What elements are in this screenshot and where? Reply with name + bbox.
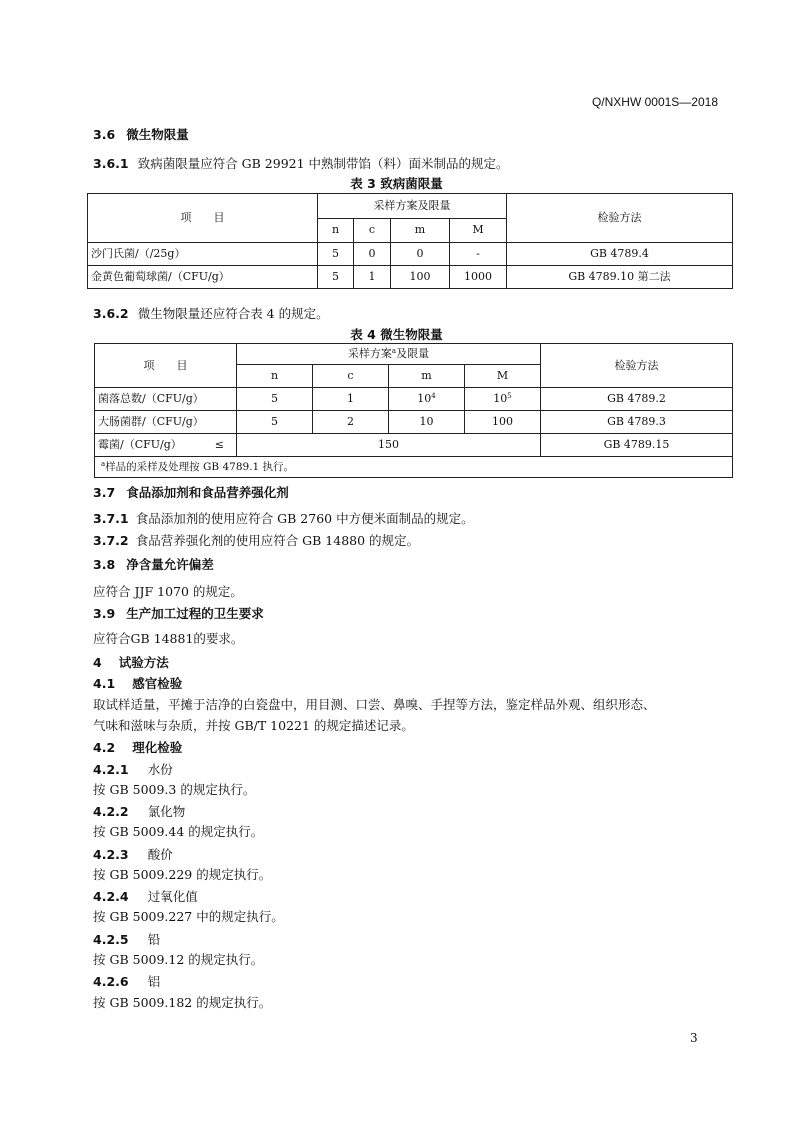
table-cell-n: 5 <box>237 388 313 411</box>
power-base: 10 <box>417 392 432 405</box>
table-cell-item: 菌落总数/（CFU/g） <box>95 388 237 411</box>
clause-4-2-2-text: 按 GB 5009.44 的规定执行。 <box>93 824 264 839</box>
clause-number: 4.2.5 <box>93 932 129 947</box>
clause-title: 铝 <box>147 974 161 989</box>
section-4-1-heading <box>93 673 182 692</box>
table-cell-method: GB 4789.4 <box>507 243 733 266</box>
table-cell-M: 100 <box>465 411 541 434</box>
clause-4-2-3-heading <box>93 844 173 863</box>
table-cell-n: 5 <box>318 266 354 289</box>
table-header-method: 检验方法 <box>507 194 733 243</box>
table-row <box>95 411 733 434</box>
table-footnote <box>95 457 733 478</box>
table-cell-c: 2 <box>313 411 389 434</box>
table-row <box>95 388 733 411</box>
table-header-m: m <box>389 365 465 388</box>
clause-4-2-1-heading <box>93 759 173 778</box>
clause-number: 3.6.1 <box>93 156 129 171</box>
table-header-method: 检验方法 <box>541 344 733 388</box>
section-title: 微生物限量 <box>126 127 189 142</box>
footnote-text: 样品的采样及处理按 GB 4789.1 执行。 <box>105 461 295 473</box>
section-number: 3.9 <box>93 606 116 621</box>
table-footnote-row <box>95 457 733 478</box>
clause-number: 4.2.1 <box>93 762 129 777</box>
table-4-microbial-limits <box>94 343 733 478</box>
table-header-m: m <box>391 218 450 243</box>
header-text: 采样方案 <box>347 347 392 360</box>
table-cell-method: GB 4789.10 第二法 <box>507 266 733 289</box>
clause-3-7-2 <box>93 530 419 549</box>
section-title: 理化检验 <box>132 740 183 755</box>
clause-title: 过氧化值 <box>147 889 198 904</box>
clause-4-2-4-text: 按 GB 5009.227 中的规定执行。 <box>93 909 284 924</box>
clause-4-2-6-text: 按 GB 5009.182 的规定执行。 <box>93 995 272 1010</box>
footnote-marker: a <box>101 460 106 468</box>
table-cell-M: 1000 <box>450 266 507 289</box>
table-row <box>88 266 733 289</box>
section-title: 试验方法 <box>118 655 169 670</box>
table-header-sampling-plan <box>237 344 541 365</box>
clause-4-2-6-heading <box>93 971 160 990</box>
document-code-header: Q/NXHW 0001S—2018 <box>591 95 718 109</box>
section-title: 净含量允许偏差 <box>126 557 214 572</box>
table-cell-m <box>389 388 465 411</box>
clause-4-2-4-heading <box>93 886 198 905</box>
table-cell-c: 1 <box>313 388 389 411</box>
table-header-M: M <box>450 218 507 243</box>
clause-number: 4.2.3 <box>93 847 129 862</box>
clause-text: 食品营养强化剂的使用应符合 GB 14880 的规定。 <box>135 533 420 548</box>
table-3-caption: 表 3 致病菌限量 <box>350 176 443 191</box>
table-cell-m: 0 <box>391 243 450 266</box>
section-number: 3.7 <box>93 485 116 500</box>
footnote-marker: a <box>391 347 397 355</box>
clause-text: 微生物限量还应符合表 4 的规定。 <box>137 306 329 321</box>
table-cell-m: 100 <box>391 266 450 289</box>
section-3-8-text: 应符合 JJF 1070 的规定。 <box>93 584 243 599</box>
item-label: 霉菌/（CFU/g） <box>98 438 182 451</box>
table-3-pathogen-limits <box>87 193 733 289</box>
table-cell-n: 5 <box>318 243 354 266</box>
clause-number: 3.6.2 <box>93 306 129 321</box>
section-number: 4 <box>93 655 102 670</box>
table-cell-c: 0 <box>354 243 391 266</box>
table-row <box>95 434 733 457</box>
clause-4-2-3-text: 按 GB 5009.229 的规定执行。 <box>93 867 272 882</box>
section-title: 生产加工过程的卫生要求 <box>126 606 264 621</box>
page-number: 3 <box>690 1031 698 1045</box>
section-3-7-heading <box>93 482 289 501</box>
section-3-9-text: 应符合GB 14881的要求。 <box>93 631 244 646</box>
clause-4-2-1-text: 按 GB 5009.3 的规定执行。 <box>93 782 256 797</box>
section-3-8-heading <box>93 554 214 573</box>
table-cell-method: GB 4789.2 <box>541 388 733 411</box>
table-cell-M <box>465 388 541 411</box>
clause-title: 酸价 <box>147 847 173 862</box>
section-number: 4.1 <box>93 676 116 691</box>
section-number: 4.2 <box>93 740 116 755</box>
table-cell-item: 金黄色葡萄球菌/（CFU/g） <box>88 266 318 289</box>
table-cell-method: GB 4789.3 <box>541 411 733 434</box>
clause-number: 3.7.1 <box>93 511 129 526</box>
table-header-n: n <box>237 365 313 388</box>
table-cell-n: 5 <box>237 411 313 434</box>
section-4-heading <box>93 652 169 671</box>
power-exponent: 5 <box>507 392 512 400</box>
clause-number: 4.2.6 <box>93 974 129 989</box>
clause-number: 4.2.2 <box>93 804 129 819</box>
clause-4-2-5-text: 按 GB 5009.12 的规定执行。 <box>93 952 264 967</box>
clause-title: 氯化物 <box>147 804 186 819</box>
table-cell-c: 1 <box>354 266 391 289</box>
clause-3-7-1 <box>93 508 474 527</box>
table-4-caption: 表 4 微生物限量 <box>350 327 443 342</box>
power-exponent: 4 <box>431 392 436 400</box>
table-header-sampling-plan: 采样方案及限量 <box>318 194 507 219</box>
table-header-item: 项 目 <box>88 194 318 243</box>
section-4-1-text-line-1: 取试样适量，平摊于洁净的白瓷盘中，用目测、口尝、鼻嗅、手捏等方法，鉴定样品外观、组织形态、 <box>93 697 656 712</box>
clause-number: 4.2.4 <box>93 889 129 904</box>
section-title: 感官检验 <box>132 676 183 691</box>
section-number: 3.6 <box>93 127 116 142</box>
section-number: 3.8 <box>93 557 116 572</box>
header-text-tail: 及限量 <box>396 347 430 360</box>
table-cell-m: 10 <box>389 411 465 434</box>
clause-title: 水份 <box>147 762 173 777</box>
section-3-9-heading <box>93 603 264 622</box>
clause-3-6-1 <box>93 153 509 172</box>
table-row <box>88 243 733 266</box>
clause-number: 3.7.2 <box>93 533 129 548</box>
table-header-n: n <box>318 218 354 243</box>
table-cell-limit: 150 <box>237 434 541 457</box>
table-header-c: c <box>313 365 389 388</box>
table-header-item: 项 目 <box>95 344 237 388</box>
table-header-M: M <box>465 365 541 388</box>
table-cell-item: 沙门氏菌/（/25g） <box>88 243 318 266</box>
clause-title: 铅 <box>147 932 161 947</box>
clause-text: 致病菌限量应符合 GB 29921 中熟制带馅（料）面米制品的规定。 <box>137 156 509 171</box>
section-title: 食品添加剂和食品营养强化剂 <box>126 485 289 500</box>
table-header-c: c <box>354 218 391 243</box>
section-4-2-heading <box>93 737 182 756</box>
clause-3-6-2 <box>93 303 329 322</box>
section-3-6-heading <box>93 124 189 143</box>
clause-4-2-2-heading <box>93 801 185 820</box>
table-cell-method: GB 4789.15 <box>541 434 733 457</box>
power-base: 10 <box>493 392 508 405</box>
table-cell-item: 大肠菌群/（CFU/g） <box>95 411 237 434</box>
table-cell-M: - <box>450 243 507 266</box>
less-equal-sign: ≤ <box>214 438 224 451</box>
table-cell-item <box>95 434 237 457</box>
section-4-1-text-line-2: 气味和滋味与杂质，并按 GB/T 10221 的规定描述记录。 <box>93 718 414 733</box>
clause-4-2-5-heading <box>93 929 160 948</box>
clause-text: 食品添加剂的使用应符合 GB 2760 中方便米面制品的规定。 <box>135 511 474 526</box>
